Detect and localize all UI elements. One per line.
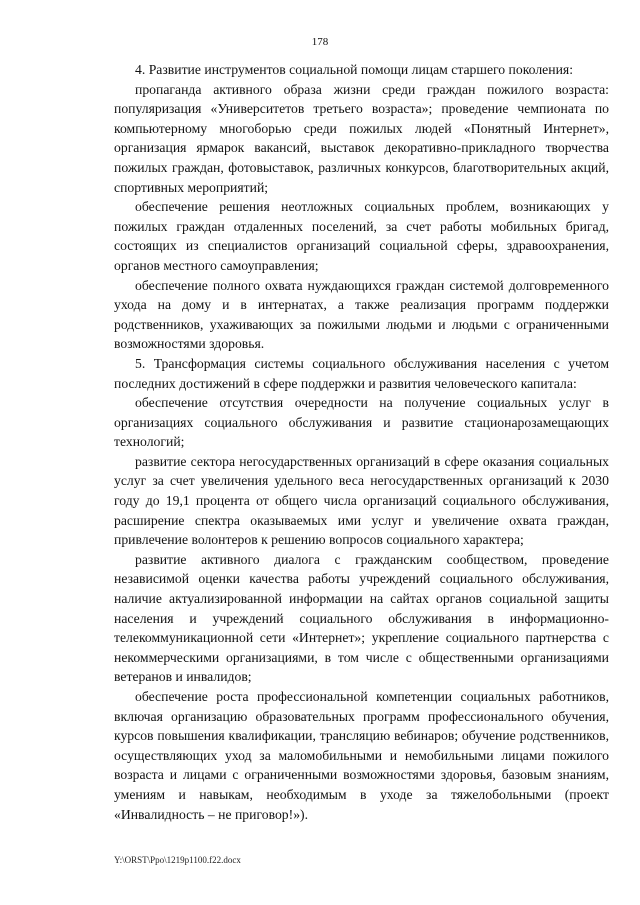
paragraph: обеспечение решения неотложных социальных проблем, возникающих у пожилых граждан отдаленных поселений, за счет работы мобильных бригад, состоящих из специалистов организаций социальной сферы, здравоохранения, органов местного самоуправления; xyxy=(114,199,609,273)
paragraph: обеспечение полного охвата нуждающихся граждан системой долговременного ухода на дому и в интернатах, а также реализация программ поддержки родственников, ухаживающих за пожилыми людьми и людьми с ограниченными возможностями здоровья. xyxy=(114,277,609,352)
document-body xyxy=(114,60,609,824)
paragraph: развитие активного диалога с гражданским сообществом, проведение независимой оценки качества работы учреждений социального обслуживания, наличие актуализированной информации на сайтах органов социальной защиты населения и учреждений социального обслуживания в информационно-телекоммуникационной сети «Интернет»; укрепление социального партнерства с некоммерческими организациями, в том числе с общественными организациями ветеранов и инвалидов; xyxy=(114,551,609,685)
paragraph: обеспечение отсутствия очередности на получение социальных услуг в организациях социального обслуживания и развитие стационарозамещающих технологий; xyxy=(114,395,609,450)
footer-file-path: Y:\ORST\Ppo\1219p1100.f22.docx xyxy=(114,855,241,865)
paragraph: развитие сектора негосударственных организаций в сфере оказания социальных услуг за счет увеличения удельного веса негосударственных организаций к 2030 году до 19,1 процента от общего числа организаций социального обслуживания, расширение спектра оказываемых ими услуг и увеличение охвата граждан, привлечение волонтеров к решению вопросов социального характера; xyxy=(114,453,609,548)
page-number: 178 xyxy=(311,36,329,48)
paragraph: пропаганда активного образа жизни среди граждан пожилого возраста: популяризация «Университетов третьего возраста»; проведение чемпионата по компьютерному многоборью среди пожилых людей «Понятный Интернет», организация ярмарок вакансий, выставок декоративно-прикладного творчества пожилых граждан, фотовыставок, различных конкурсов, благотворительных акций, спортивных мероприятий; xyxy=(114,81,609,195)
paragraph-section-5-heading: 5. Трансформация системы социального обслуживания населения с учетом последних достижений в сфере поддержки и развития человеческого капитала: xyxy=(114,355,609,391)
paragraph-section-4-heading: 4. Развитие инструментов социальной помощи лицам старшего поколения: xyxy=(135,62,573,77)
paragraph: обеспечение роста профессиональной компетенции социальных работников, включая организацию образовательных программ профессионального обучения, курсов повышения квалификации, трансляцию вебинаров; обучение родственников, осуществляющих уход за маломобильными и немобильными лицами пожилого возраста и лицами с ограниченными возможностями здоровья, базовым знаниям, умениям и навыкам, необходимым в уходе за тяжелобольными (проект «Инвалидность – не приговор!»). xyxy=(114,689,609,822)
